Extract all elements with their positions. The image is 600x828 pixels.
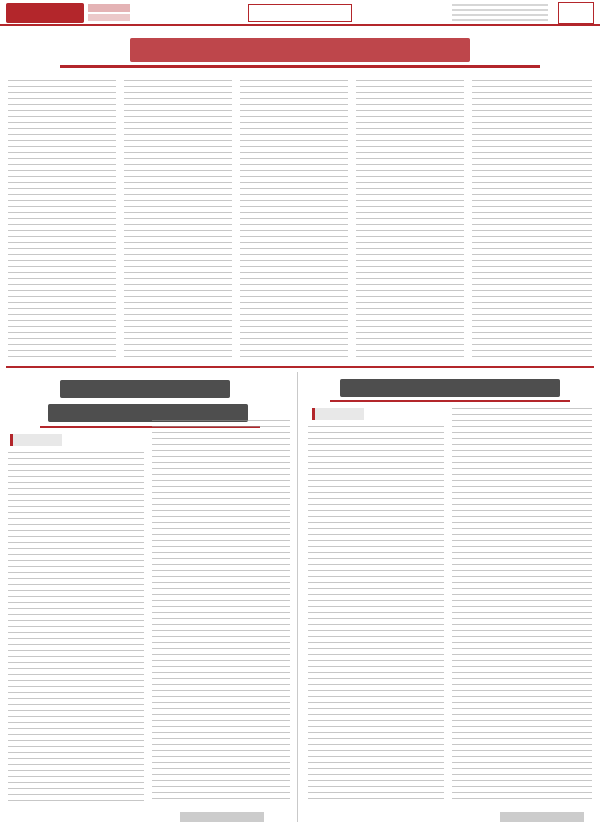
main-article-column-2: [124, 80, 232, 360]
section-divider: [6, 366, 594, 368]
page-number: [558, 2, 594, 24]
main-article-column-3: [240, 80, 348, 360]
main-article-column-4: [356, 80, 464, 360]
left-headline-line-1: [60, 380, 230, 398]
right-article-headline: [330, 376, 570, 402]
left-article-source: [180, 812, 264, 822]
main-headline-text: [130, 38, 470, 62]
issue-date: [88, 4, 130, 12]
left-article-byline: [10, 434, 62, 446]
main-article-column-1: [8, 80, 116, 360]
issue-weekday: [88, 14, 130, 21]
right-article-column-2: [452, 408, 592, 804]
masthead: [0, 0, 600, 26]
column-divider: [297, 372, 298, 822]
right-headline-line: [340, 379, 560, 397]
right-article-source: [500, 812, 584, 822]
main-headline: [60, 34, 540, 68]
section-title: [248, 4, 352, 22]
left-article-column-1: [8, 452, 144, 804]
right-article-byline: [312, 408, 364, 420]
newspaper-logo: [6, 3, 84, 23]
staff-credits: [452, 4, 548, 22]
right-article-column-1: [308, 426, 444, 804]
left-article-column-2: [152, 420, 290, 804]
main-article-column-5: [472, 80, 592, 360]
